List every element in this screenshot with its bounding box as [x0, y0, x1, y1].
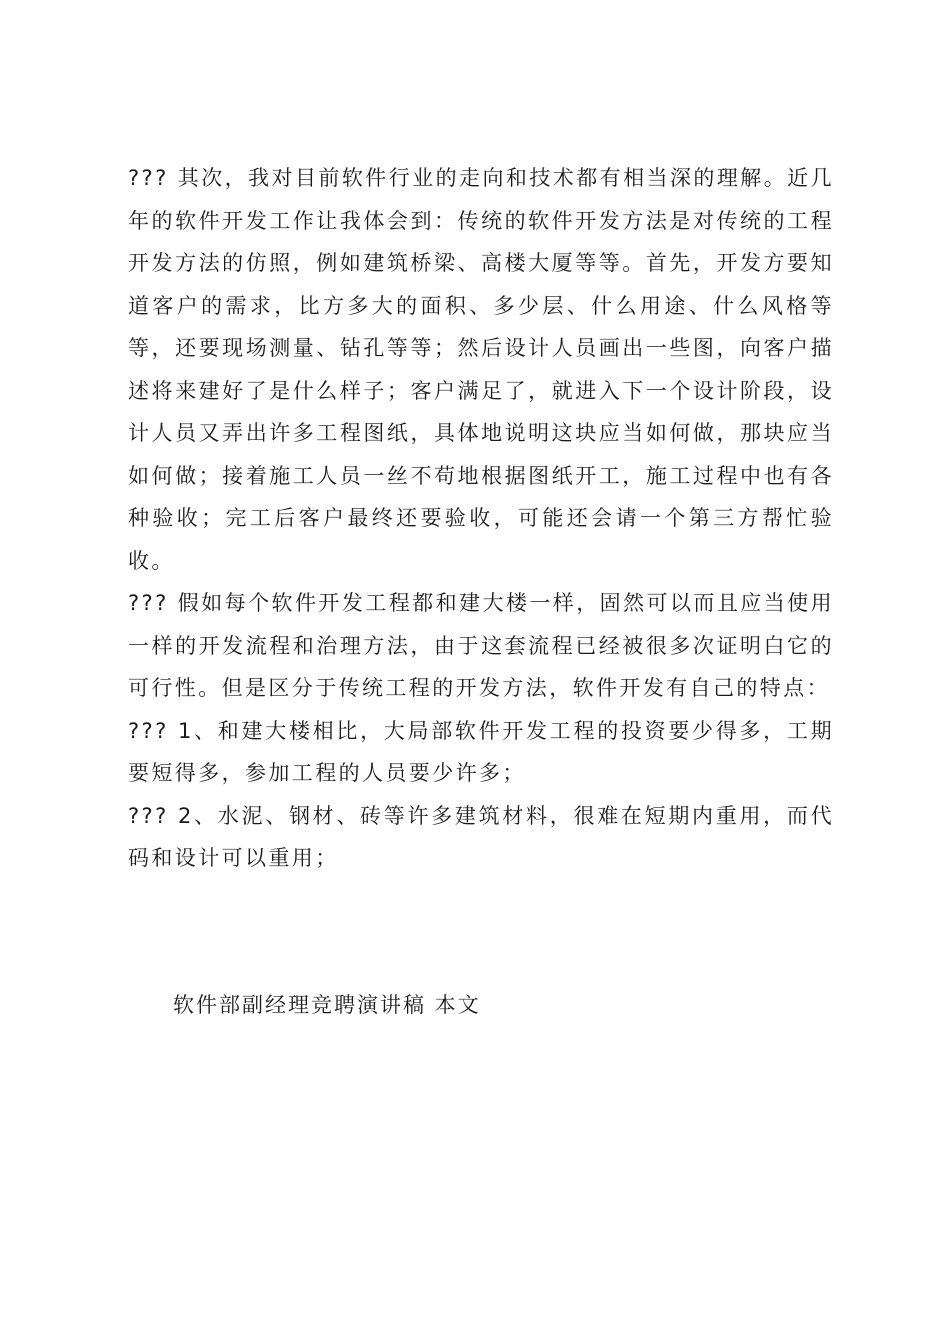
paragraph-point-one: ??? 1、和建大楼相比，大局部软件开发工程的投资要少得多，工期要短得多，参加工程的人员要少许多；	[128, 718, 834, 785]
document-footer: 软件部副经理竞聘演讲稿 本文	[173, 993, 481, 1017]
paragraph-point-two: ??? 2、水泥、钢材、砖等许多建筑材料，很难在短期内重用，而代码和设计可以重用；	[128, 803, 834, 870]
paragraph-software-vs-construction: ??? 假如每个软件开发工程都和建大楼一样，固然可以而且应当使用一样的开发流程和治理方法，由于这套流程已经被很多次证明白它的可行性。但是区分于传统工程的开发方法，软件开发有自己的特点：	[128, 591, 834, 700]
paragraph-industry-understanding: ??? 其次，我对目前软件行业的走向和技术都有相当深的理解。近几年的软件开发工作让我体会到：传统的软件开发方法是对传统的工程开发方法的仿照，例如建筑桥梁、高楼大厦等等。首先，开发方要知道客户的需求，比方多大的面积、多少层、什么用途、什么风格等等，还要现场测量、钻孔等等；然后设计人员画出一些图，向客户描述将来建好了是什么样子；客户满足了，就进入下一个设计阶段，设计人员又弄出许多工程图纸，具体地说明这块应当如何做，那块应当如何做；接着施工人员一丝不苟地根据图纸开工，施工过程中也有各种验收；完工后客户最终还要验收，可能还会请一个第三方帮忙验收。	[128, 166, 834, 573]
document-body	[128, 157, 834, 880]
